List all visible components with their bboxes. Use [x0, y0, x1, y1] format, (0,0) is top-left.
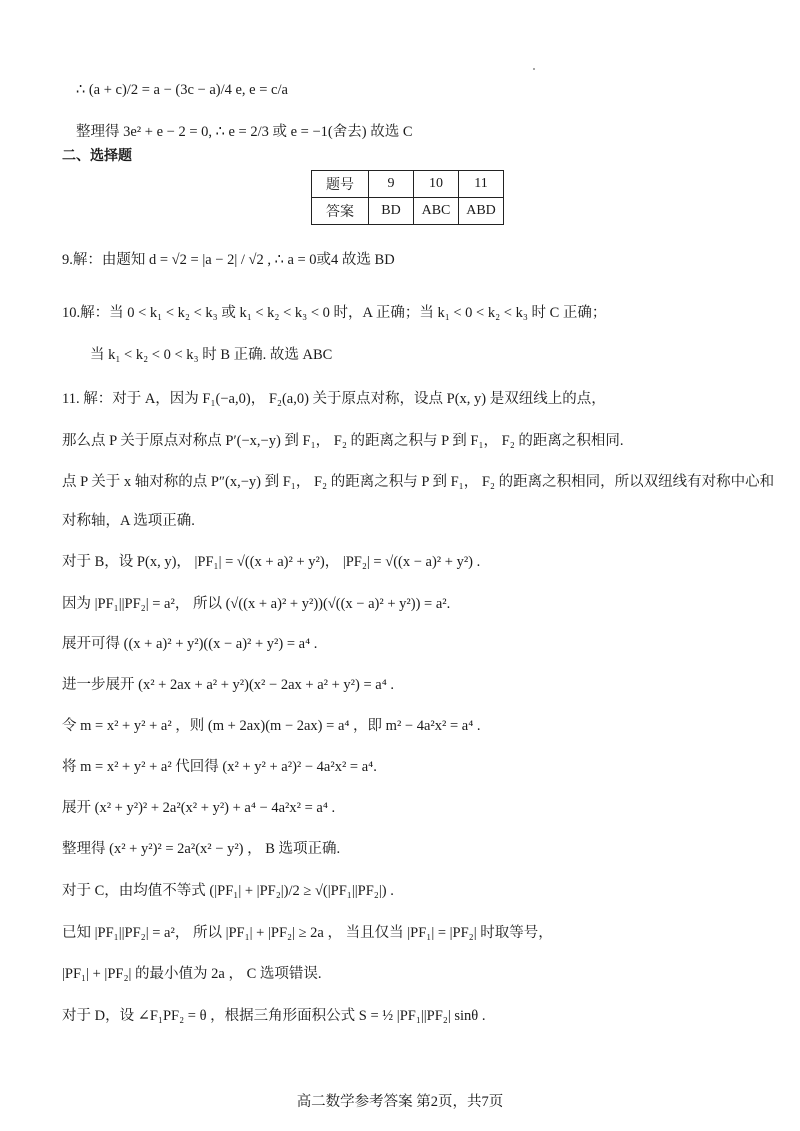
page-footer: 高二数学参考答案 第2页，共7页 [296, 1094, 504, 1110]
q11-text: 展开可得 ((x + a)² + y²)((x − a)² + y²) = a⁴ . [62, 636, 318, 652]
q11-text: 展开 (x² + y²)² + 2a²(x² + y²) + a⁴ − 4a²x² = a⁴ . [62, 800, 336, 816]
table-cell: 题号 [312, 171, 369, 198]
q11-text: 对于 C，由均值不等式 (|PF₁| + |PF₂|)/2 ≥ √(|PF₁||PF₂|) . [62, 883, 394, 899]
q11-text: 点 P 关于 x 轴对称的点 P″(x,−y) 到 F₁， F₂ 的距离之积与 P 到 F₁， F₂ 的距离之积相同，所以双纽线有对称中心和 [62, 474, 775, 490]
q11-text: 那么点 P 关于原点对称点 P′(−x,−y) 到 F₁， F₂ 的距离之积与 P 到 F₁， F₂ 的距离之积相同. [62, 433, 624, 449]
answer-table [311, 170, 504, 225]
table-cell: BD [369, 198, 414, 225]
speck [533, 68, 535, 70]
eccentricity-equation: ∴ (a + c)/2 = a − (3c − a)/4 e, e = c/a [76, 82, 288, 98]
table-cell: 10 [414, 171, 459, 198]
q11-intro: 11. 解：对于 A，因为 F₁(−a,0)， F₂(a,0) 关于原点对称，设点 P(x, y) 是双纽线上的点， [62, 391, 606, 407]
q11-text: 将 m = x² + y² + a² 代回得 (x² + y² + a²)² − 4a²x² = a⁴. [62, 759, 377, 775]
table-cell: 答案 [312, 198, 369, 225]
section-heading: 二、选择题 [62, 148, 132, 164]
table-row [312, 198, 504, 225]
q11-text: 因为 |PF₁||PF₂| = a²， 所以 (√((x + a)² + y²))(√((x − a)² + y²)) = a². [62, 596, 451, 612]
q11-text: |PF₁| + |PF₂| 的最小值为 2a ， C 选项错误. [62, 966, 322, 982]
table-row [312, 171, 504, 198]
q10-solution-cont: 当 k₁ < k₂ < 0 < k₃ 时 B 正确. 故选 ABC [90, 347, 333, 363]
q9-solution: 9.解：由题知 d = √2 = |a − 2| / √2 , ∴ a = 0或4 故选 BD [62, 252, 395, 268]
q11-text: 对于 D，设 ∠F₁PF₂ = θ ，根据三角形面积公式 S = ½ |PF₁||PF₂| sinθ . [62, 1008, 486, 1024]
q11-text: 令 m = x² + y² + a² ，则 (m + 2ax)(m − 2ax) = a⁴ ，即 m² − 4a²x² = a⁴ . [62, 718, 481, 734]
q11-text: 对于 B，设 P(x, y)， |PF₁| = √((x + a)² + y²)， |PF₂| = √((x − a)² + y²) . [62, 554, 481, 570]
simplify-equation: 整理得 3e² + e − 2 = 0, ∴ e = 2/3 或 e = −1(舍去) 故选 C [76, 124, 413, 140]
table-cell: 9 [369, 171, 414, 198]
q11-text: 进一步展开 (x² + 2ax + a² + y²)(x² − 2ax + a² + y²) = a⁴ . [62, 677, 394, 693]
table-cell: 11 [459, 171, 504, 198]
table-cell: ABD [459, 198, 504, 225]
q10-solution: 10.解：当 0 < k₁ < k₂ < k₃ 或 k₁ < k₂ < k₃ < 0 时，A 正确；当 k₁ < 0 < k₂ < k₃ 时 C 正确； [62, 305, 607, 321]
q11-text: 对称轴，A 选项正确. [62, 513, 195, 529]
q11-text: 已知 |PF₁||PF₂| = a²， 所以 |PF₁| + |PF₂| ≥ 2a ， 当且仅当 |PF₁| = |PF₂| 时取等号， [62, 925, 553, 941]
table-cell: ABC [414, 198, 459, 225]
q11-text: 整理得 (x² + y²)² = 2a²(x² − y²) ， B 选项正确. [62, 841, 341, 857]
